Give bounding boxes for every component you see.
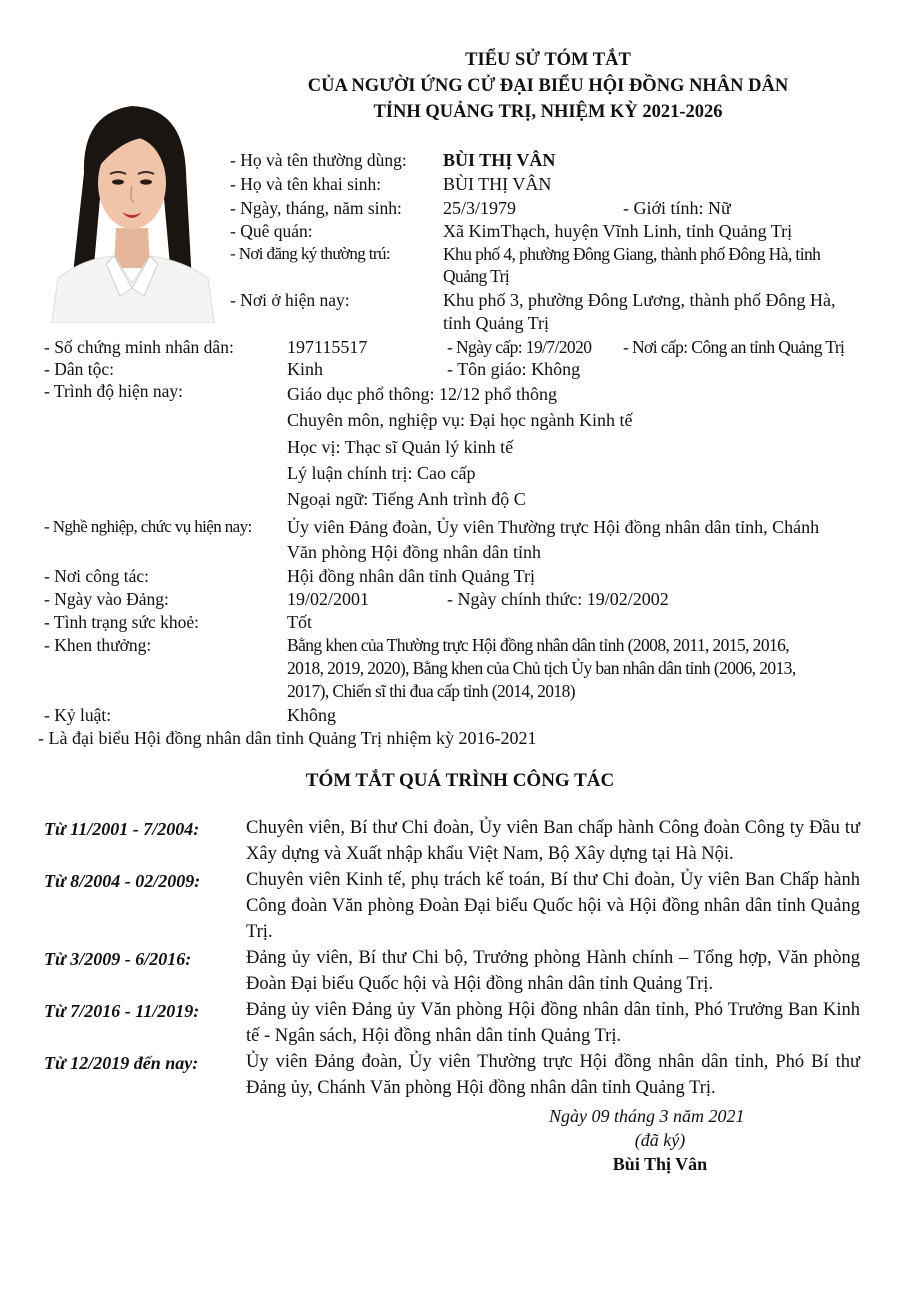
dob-label: - Ngày, tháng, năm sinh: — [230, 198, 402, 218]
career-period: Từ 8/2004 - 02/2009: — [44, 871, 201, 891]
dob-value: 25/3/1979 — [443, 198, 517, 218]
career-description: Chuyên viên Kinh tế, phụ trách kế toán, Bí thư Chi đoàn, Ủy viên Ban Chấp hành Công đoàn Văn phòng Đoàn Đại biểu Quốc hội và Hội đồng nhân dân tỉnh Quảng Trị. — [246, 870, 860, 942]
id-label: - Số chứng minh nhân dân: — [44, 337, 234, 357]
doc-title-line1: TIỂU SỬ TÓM TẮT — [465, 50, 631, 70]
religion-value: - Tôn giáo: Không — [447, 359, 581, 379]
permanent-label: - Nơi đăng ký thường trú: — [230, 244, 390, 263]
awards-value-line3: 2017), Chiến sĩ thi đua cấp tỉnh (2014, 2018) — [287, 681, 575, 701]
workplace-value: Hội đồng nhân dân tỉnh Quảng Trị — [287, 566, 536, 586]
party-join-date: 19/02/2001 — [287, 589, 370, 609]
doc-title-line2: CỦA NGƯỜI ỨNG CỬ ĐẠI BIỂU HỘI ĐỒNG NHÂN DÂN — [307, 76, 789, 96]
career-description: Ủy viên Đảng đoàn, Ủy viên Thường trực Hội đồng nhân dân tỉnh, Phó Bí thư Đảng ủy, Chánh Văn phòng Hội đồng nhân dân tỉnh Quảng Trị. — [246, 1052, 860, 1098]
job-value-line2: Văn phòng Hội đồng nhân dân tỉnh — [287, 542, 541, 562]
awards-value-line2: 2018, 2019, 2020), Bằng khen của Chủ tịch Ủy ban nhân dân tỉnh (2006, 2013, — [287, 658, 796, 678]
career-description: Chuyên viên, Bí thư Chi đoàn, Ủy viên Ban chấp hành Công đoàn Công ty Đầu tư Xây dựng và Xuất nhập khẩu Việt Nam, Bộ Xây dựng tại Hà Nội. — [246, 818, 860, 864]
id-issue-date: - Ngày cấp: 19/7/2020 — [447, 337, 592, 357]
id-number: 197115517 — [287, 337, 368, 357]
career-period: Từ 11/2001 - 7/2004: — [44, 819, 200, 839]
current-value-line2: tỉnh Quảng Trị — [443, 313, 550, 333]
name-common-value: BÙI THỊ VÂN — [443, 150, 556, 170]
name-birth-label: - Họ và tên khai sinh: — [230, 174, 382, 194]
permanent-value-line1: Khu phố 4, phường Đông Giang, thành phố Đông Hà, tỉnh — [443, 244, 821, 264]
doc-title-line3: TỈNH QUẢNG TRỊ, NHIỆM KỲ 2021-2026 — [373, 102, 723, 122]
gender-value: - Giới tính: Nữ — [623, 198, 731, 218]
job-label: - Nghề nghiệp, chức vụ hiện nay: — [44, 517, 252, 536]
permanent-value-line2: Quảng Trị — [443, 266, 510, 286]
name-common-label: - Họ và tên thường dùng: — [230, 150, 407, 170]
education-politics: Lý luận chính trị: Cao cấp — [287, 463, 476, 483]
health-label: - Tình trạng sức khoẻ: — [44, 612, 199, 632]
current-label: - Nơi ở hiện nay: — [230, 290, 350, 310]
ethnic-value: Kinh — [287, 359, 323, 379]
signature-name: Bùi Thị Vân — [612, 1154, 708, 1174]
current-value-line1: Khu phố 3, phường Đông Lương, thành phố Đông Hà, — [443, 290, 836, 310]
discipline-label: - Kỷ luật: — [44, 705, 112, 725]
awards-label: - Khen thưởng: — [44, 635, 152, 655]
id-issue-place: - Nơi cấp: Công an tỉnh Quảng Trị — [623, 337, 845, 357]
workplace-label: - Nơi công tác: — [44, 566, 149, 586]
career-section-title: TÓM TẮT QUÁ TRÌNH CÔNG TÁC — [305, 770, 615, 791]
delegate-note: - Là đại biểu Hội đồng nhân dân tỉnh Quảng Trị nhiệm kỳ 2016-2021 — [38, 728, 537, 748]
health-value: Tốt — [287, 612, 312, 632]
hometown-label: - Quê quán: — [230, 221, 313, 241]
career-period: Từ 12/2019 đến nay: — [44, 1053, 199, 1073]
discipline-value: Không — [287, 705, 336, 725]
career-period: Từ 3/2009 - 6/2016: — [44, 949, 192, 969]
education-language: Ngoại ngữ: Tiếng Anh trình độ C — [287, 489, 526, 509]
signature-signed: (đã ký) — [634, 1130, 686, 1150]
signature-date: Ngày 09 tháng 3 năm 2021 — [549, 1106, 745, 1126]
education-general: Giáo dục phổ thông: 12/12 phổ thông — [287, 384, 557, 404]
ethnic-label: - Dân tộc: — [44, 359, 114, 379]
party-official-date: - Ngày chính thức: 19/02/2002 — [447, 589, 669, 609]
education-degree: Học vị: Thạc sĩ Quản lý kinh tế — [287, 437, 514, 457]
party-join-label: - Ngày vào Đảng: — [44, 589, 169, 609]
name-birth-value: BÙI THỊ VÂN — [443, 174, 552, 194]
education-label: - Trình độ hiện nay: — [44, 381, 184, 401]
hometown-value: Xã KimThạch, huyện Vĩnh Linh, tỉnh Quảng Trị — [443, 221, 793, 241]
job-value-line1: Ủy viên Đảng đoàn, Ủy viên Thường trực Hội đồng nhân dân tỉnh, Chánh — [287, 517, 820, 537]
career-description: Đảng ủy viên Đảng ủy Văn phòng Hội đồng nhân dân tỉnh, Phó Trưởng Ban Kinh tế - Ngân sách, Hội đồng nhân dân tỉnh Quảng Trị. — [246, 1000, 860, 1046]
portrait-photo — [44, 78, 220, 323]
awards-value-line1: Bằng khen của Thường trực Hội đồng nhân dân tỉnh (2008, 2011, 2015, 2016, — [287, 635, 790, 655]
career-description: Đảng ủy viên, Bí thư Chi bộ, Trưởng phòng Hành chính – Tổng hợp, Văn phòng Đoàn Đại biểu Quốc hội và Hội đồng nhân dân tỉnh Quảng Trị. — [246, 948, 860, 994]
education-specialty: Chuyên môn, nghiệp vụ: Đại học ngành Kinh tế — [287, 410, 633, 430]
career-period: Từ 7/2016 - 11/2019: — [44, 1001, 200, 1021]
